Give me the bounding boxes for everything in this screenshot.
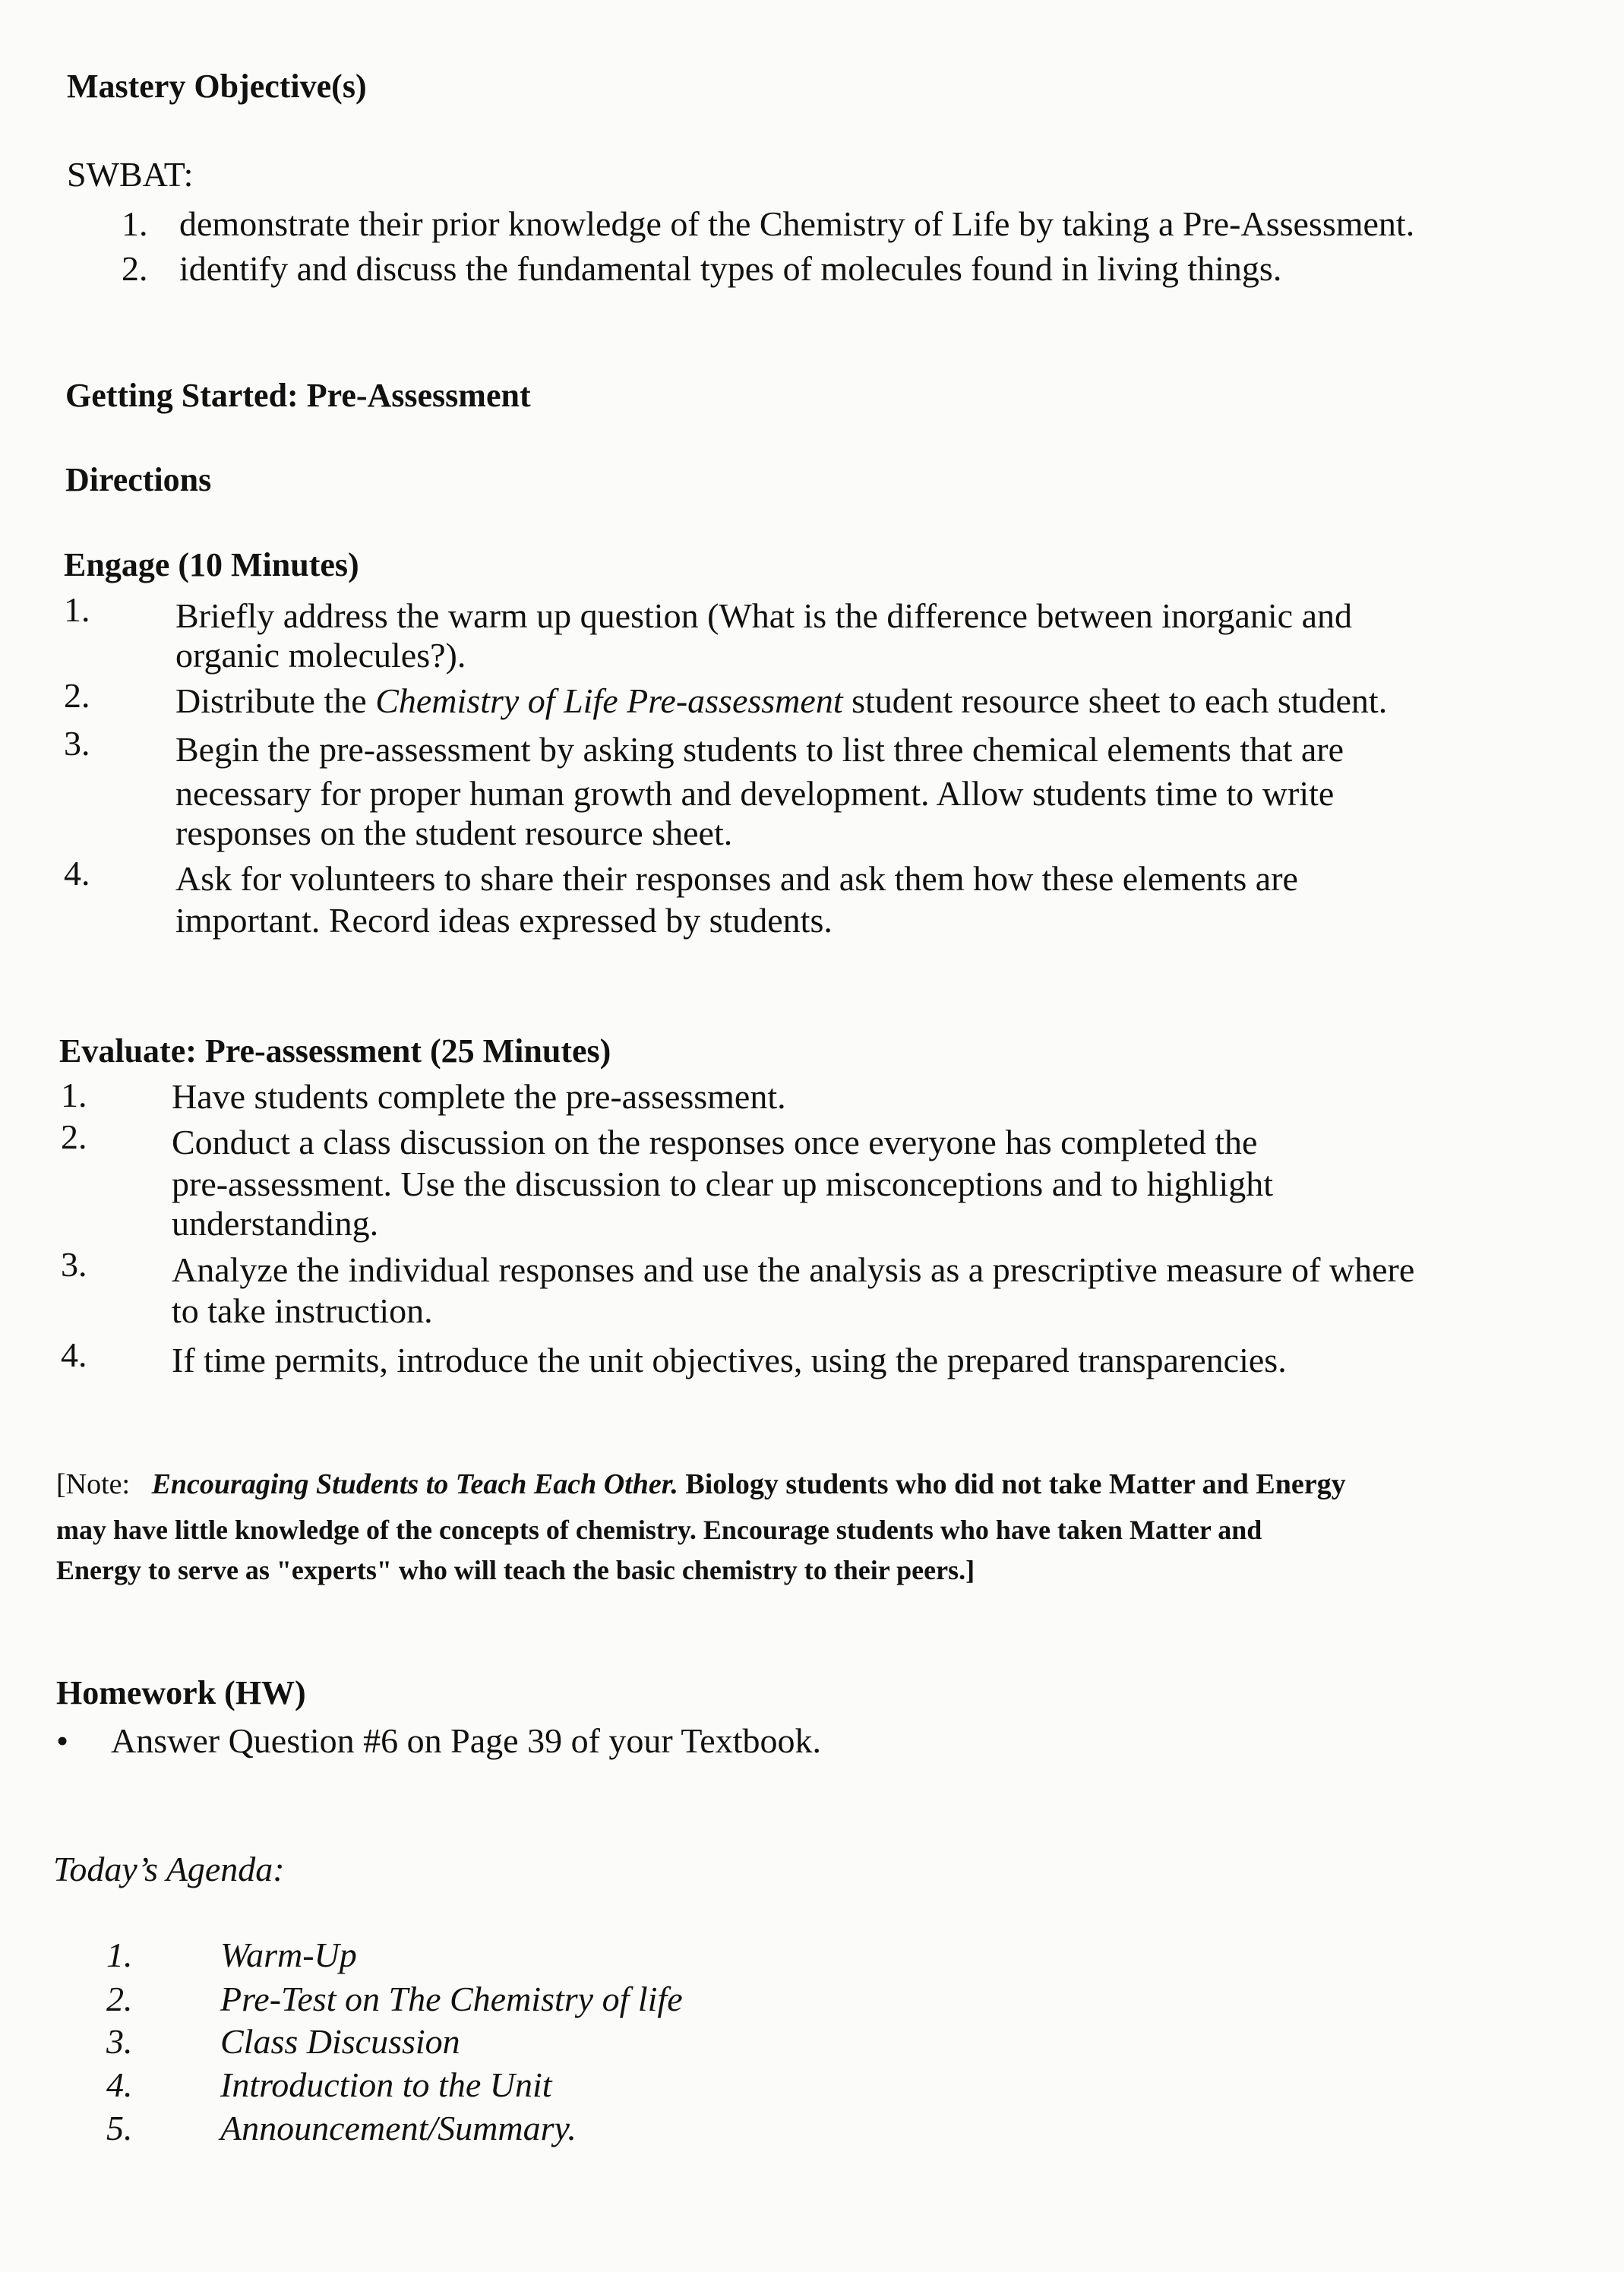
engage-item-2-num: 2. [64, 676, 90, 715]
engage-item-1-num: 1. [64, 590, 90, 629]
evaluate-item-1-num: 1. [61, 1076, 87, 1114]
mastery-item-2-text: identify and discuss the fundamental types of molecules found in living things. [179, 249, 1282, 288]
note-line-1 [56, 1468, 1346, 1501]
note-line-2: may have little knowledge of the concepts of chemistry. Encourage students who have taken Matter and [56, 1515, 1262, 1545]
engage-item-2-text [175, 681, 1387, 721]
agenda-item-5-num: 5. [106, 2109, 133, 2147]
homework-heading: Homework (HW) [56, 1674, 306, 1711]
agenda-item-2-text: Pre-Test on The Chemistry of life [220, 1980, 683, 2018]
agenda-item-3-text: Class Discussion [220, 2022, 460, 2061]
engage-item-1-line-1: Briefly address the warm up question (What is the difference between inorganic and [175, 596, 1352, 635]
evaluate-item-2-line-3: understanding. [172, 1204, 379, 1243]
engage-item-2-post: student resource sheet to each student. [842, 681, 1388, 720]
evaluate-item-3-line-1: Analyze the individual responses and use the analysis as a prescriptive measure of where [172, 1250, 1415, 1289]
getting-started-heading: Getting Started: Pre-Assessment [65, 377, 531, 414]
agenda-item-1-text: Warm-Up [220, 1935, 357, 1974]
note-line-3: Energy to serve as "experts" who will teach the basic chemistry to their peers.] [56, 1555, 975, 1585]
agenda-heading: Today’s Agenda: [53, 1850, 285, 1888]
mastery-item-1-text: demonstrate their prior knowledge of the Chemistry of Life by taking a Pre-Assessment. [179, 204, 1415, 243]
evaluate-item-3-line-2: to take instruction. [172, 1291, 433, 1330]
homework-item: Answer Question #6 on Page 39 of your Textbook. [111, 1721, 821, 1760]
engage-item-3-line-3: responses on the student resource sheet. [175, 814, 733, 852]
engage-item-2-pre: Distribute the [175, 681, 376, 720]
mastery-item-2-num: 2. [122, 249, 148, 288]
evaluate-item-3-num: 3. [61, 1245, 87, 1284]
engage-item-4-num: 4. [64, 854, 90, 893]
homework-bullet: • [56, 1721, 69, 1760]
engage-heading: Engage (10 Minutes) [64, 546, 359, 583]
agenda-item-5-text: Announcement/Summary. [220, 2109, 577, 2147]
note-prefix: [Note: [56, 1468, 131, 1500]
evaluate-item-4-line-1: If time permits, introduce the unit objectives, using the prepared transparencies. [172, 1341, 1287, 1379]
engage-item-4-line-2: important. Record ideas expressed by students. [175, 901, 833, 940]
engage-item-3-num: 3. [64, 724, 90, 763]
agenda-item-4-text: Introduction to the Unit [220, 2065, 552, 2104]
swbat-label: SWBAT: [67, 155, 194, 194]
evaluate-item-1-line-1: Have students complete the pre-assessment. [172, 1077, 786, 1116]
agenda-item-3-num: 3. [106, 2022, 133, 2061]
note-title: Encouraging Students to Teach Each Other. [151, 1468, 678, 1500]
mastery-heading: Mastery Objective(s) [67, 68, 367, 105]
evaluate-item-2-line-1: Conduct a class discussion on the responses once everyone has completed the [172, 1123, 1258, 1161]
evaluate-item-2-num: 2. [61, 1117, 87, 1156]
agenda-item-2-num: 2. [106, 1980, 133, 2018]
agenda-item-4-num: 4. [106, 2065, 133, 2104]
engage-item-2-resource-title: Chemistry of Life Pre-assessment [375, 681, 843, 720]
evaluate-item-4-num: 4. [61, 1335, 87, 1374]
engage-item-3-line-2: necessary for proper human growth and development. Allow students time to write [175, 774, 1335, 813]
note-line-1-text: Biology students who did not take Matter and Energy [678, 1468, 1346, 1500]
agenda-item-1-num: 1. [106, 1935, 133, 1974]
engage-item-1-line-2: organic molecules?). [175, 636, 466, 675]
evaluate-item-2-line-2: pre-assessment. Use the discussion to clear up misconceptions and to highlight [172, 1164, 1274, 1203]
evaluate-heading: Evaluate: Pre-assessment (25 Minutes) [59, 1032, 611, 1070]
directions-heading: Directions [65, 461, 212, 498]
engage-item-3-line-1: Begin the pre-assessment by asking students to list three chemical elements that are [175, 730, 1344, 769]
engage-item-4-line-1: Ask for volunteers to share their responses and ask them how these elements are [175, 859, 1298, 898]
mastery-item-1-num: 1. [122, 204, 148, 243]
